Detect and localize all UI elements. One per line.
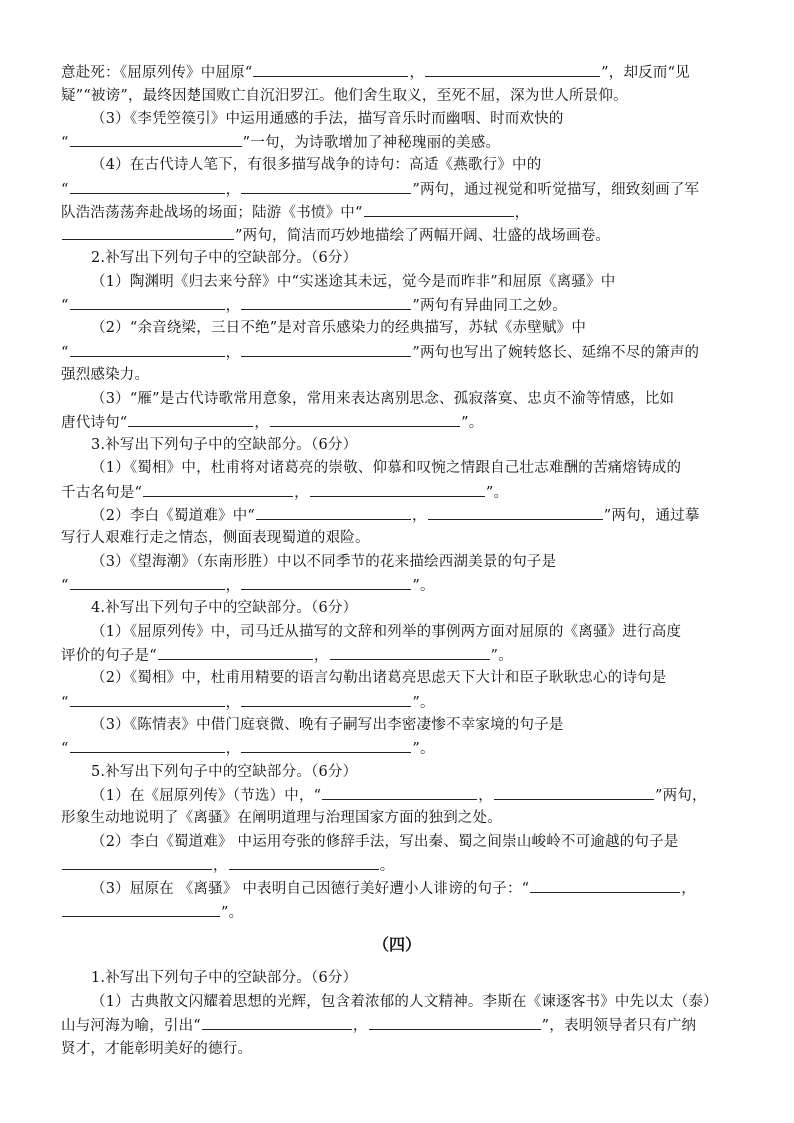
text: ，: [681, 881, 696, 897]
text: （1）古典散文闪耀着思想的光辉，包含着浓郁的人文精神。李斯在《谏逐客书》中先以太（泰）: [91, 994, 718, 1010]
answer-blank[interactable]: [128, 412, 253, 427]
text: ”。: [221, 905, 244, 921]
question-line: [91, 272, 615, 292]
question-line: [91, 992, 718, 1012]
answer-blank[interactable]: [241, 179, 411, 194]
text: 1.补写出下列句子中的空缺部分。（6分）: [91, 970, 358, 986]
text: ，: [225, 298, 241, 314]
text: ”，表明领导者只有广纳: [541, 1018, 697, 1034]
text-line: [61, 179, 699, 200]
text: ”，却反而“见: [601, 65, 690, 81]
text: （1）在《屈原列传》（节选）中，“: [91, 788, 322, 804]
text: 山与河海为喻，引出“: [61, 1018, 201, 1034]
answer-blank[interactable]: [369, 1015, 541, 1030]
answer-blank[interactable]: [364, 202, 514, 217]
text-line: [61, 412, 483, 433]
text-line: [61, 738, 435, 759]
text: 队浩浩荡荡奔赴战场的场面；陆游《书愤》中“: [61, 205, 363, 221]
section-title: [91, 598, 357, 618]
text-line: [61, 645, 513, 666]
text-line: [61, 225, 610, 246]
question-line: [91, 389, 674, 409]
text: ”。: [490, 648, 513, 664]
text: 写行人艰难行走之情态，侧面表现蜀道的艰险。: [61, 530, 370, 546]
text: （3）“雁”是古代诗歌常用意象，常用来表达离别思念、孤寂落寞、忠贞不渝等情感，比如: [91, 391, 675, 407]
answer-blank[interactable]: [70, 179, 225, 194]
text-line: [61, 528, 370, 548]
text: ，: [478, 788, 493, 804]
text-line: [61, 902, 243, 923]
text: ，: [225, 578, 241, 594]
text-line: [61, 855, 394, 876]
text: “: [61, 578, 69, 594]
answer-blank[interactable]: [70, 738, 225, 753]
answer-blank[interactable]: [256, 505, 411, 520]
answer-blank[interactable]: [70, 342, 225, 357]
answer-blank[interactable]: [143, 482, 293, 497]
text-line: [61, 575, 435, 596]
text: （2）李白《蜀道难》中“: [91, 508, 256, 524]
text: （1）《蜀相》中，杜甫将对诸葛亮的崇敬、仰慕和叹惋之情跟自己壮志难酬的苦痛熔铸成的: [91, 460, 682, 476]
answer-blank[interactable]: [70, 295, 225, 310]
text: ”两句，通过视觉和听觉描写，细致刻画了军: [412, 182, 700, 198]
text: “: [61, 741, 69, 757]
text: 评价的句子是“: [61, 648, 157, 664]
text: ”一句，为诗歌增加了神秘瑰丽的美感。: [242, 135, 501, 151]
answer-blank[interactable]: [310, 482, 485, 497]
answer-blank[interactable]: [425, 62, 600, 77]
text-line: [61, 202, 529, 223]
text: （3）《李凭箜篌引》中运用通感的手法，描写音乐时而幽咽、时而欢快的: [91, 111, 564, 127]
text: ，: [313, 648, 329, 664]
text: 形象生动地说明了《离骚》在阐明道理与治理国家方面的独到之处。: [61, 810, 502, 826]
question-line: [91, 505, 700, 526]
question-line: [91, 552, 556, 572]
text-line: [61, 342, 699, 363]
text-line: [61, 132, 500, 153]
text: 疑”“被谤”，最终因楚国败亡自沉汨罗江。他们舍生取义，至死不屈，深为世人所景仰。: [61, 88, 628, 104]
text: ”。: [412, 741, 435, 757]
text: ，: [294, 485, 309, 501]
text: ，: [352, 1018, 368, 1034]
text: （3）《陈情表》中借门庭衰微、晚有子嗣写出李密凄惨不幸家境的句子是: [91, 717, 564, 733]
text: （2）李白《蜀道难》 中运用夸张的修辞手法，写出秦、蜀之间崇山峻岭不可逾越的句子是: [91, 834, 679, 850]
section-title: [91, 968, 357, 988]
section-title: [91, 248, 357, 268]
text-line: [61, 808, 502, 828]
question-line: [91, 715, 564, 735]
text: ，: [254, 415, 270, 431]
question-line: [91, 109, 564, 129]
text-line: [61, 365, 149, 385]
answer-blank[interactable]: [241, 738, 411, 753]
text: ”两句，通过摹: [603, 508, 700, 524]
text: （3）《望海潮》（东南形胜）中以不同季节的花来描绘西湖美景的句子是: [91, 554, 557, 570]
question-line: [91, 785, 707, 806]
text: （1）陶渊明《归去来兮辞》中“实迷途其未远，觉今是而昨非”和屈原《离骚》中: [91, 274, 616, 290]
part-heading: （四）: [372, 935, 421, 954]
section-title: [91, 762, 357, 782]
text: 5.补写出下列句子中的空缺部分。（6分）: [91, 764, 358, 780]
text: 2.补写出下列句子中的空缺部分。（6分）: [91, 250, 358, 266]
answer-blank[interactable]: [241, 295, 411, 310]
answer-blank[interactable]: [241, 342, 411, 357]
question-line: [91, 832, 679, 852]
answer-blank[interactable]: [241, 692, 411, 707]
text-line: [61, 295, 567, 316]
answer-blank[interactable]: [70, 692, 225, 707]
question-line: [91, 155, 541, 175]
answer-blank[interactable]: [62, 855, 212, 870]
text: （4）在古代诗人笔下，有很多描写战争的诗句：高适《燕歌行》中的: [91, 157, 542, 173]
text: ，: [225, 741, 241, 757]
text: 3.补写出下列句子中的空缺部分。（6分）: [91, 437, 358, 453]
answer-blank[interactable]: [530, 878, 680, 893]
text: ，: [514, 205, 530, 221]
text: ”两句，简洁而巧妙地描绘了两幅开阔、壮盛的战场画卷。: [235, 228, 611, 244]
answer-blank[interactable]: [202, 1015, 352, 1030]
text: （1）《屈原列传》中，司马迁从描写的文辞和列举的事例两方面对屈原的《离骚》进行高度: [91, 624, 682, 640]
question-line: [91, 318, 586, 338]
text: ，: [225, 182, 241, 198]
answer-blank[interactable]: [158, 645, 313, 660]
text: ”。: [485, 485, 509, 501]
text: 强烈感染力。: [61, 367, 150, 383]
answer-blank[interactable]: [70, 132, 242, 147]
text: ”。: [461, 415, 484, 431]
answer-blank[interactable]: [270, 412, 460, 427]
text: ，: [409, 65, 425, 81]
text: 贤才，才能彰明美好的德行。: [61, 1041, 253, 1057]
text: ，: [225, 345, 241, 361]
text: ，: [225, 695, 241, 711]
text: （3）屈原在 《离骚》 中表明自己因德行美好遭小人诽谤的句子：“: [91, 881, 530, 897]
question-line: [91, 622, 681, 642]
answer-blank[interactable]: [428, 505, 603, 520]
text-line: [61, 692, 435, 713]
answer-blank[interactable]: [62, 225, 234, 240]
text: 千古名句是“: [61, 485, 143, 501]
text-line: [61, 482, 508, 503]
answer-blank[interactable]: [62, 902, 220, 917]
text: “: [61, 695, 69, 711]
question-line: [91, 668, 666, 688]
text: “: [61, 182, 69, 198]
text: ”两句有异曲同工之妙。: [412, 298, 567, 314]
text: 4.补写出下列句子中的空缺部分。（6分）: [91, 600, 358, 616]
text: 唐代诗句“: [61, 415, 128, 431]
text: （2）“余音绕梁，三日不绝”是对音乐感染力的经典描写，苏轼《赤壁赋》中: [91, 320, 587, 336]
section-title: [91, 435, 357, 455]
text: （2）《蜀相》中，杜甫用精要的语言勾勒出诸葛亮思虑天下大计和臣子耿耿忠心的诗句是: [91, 670, 667, 686]
question-line: [91, 878, 696, 899]
text: ”。: [412, 578, 435, 594]
answer-blank[interactable]: [70, 575, 225, 590]
text: ”两句，: [655, 788, 707, 804]
answer-blank[interactable]: [494, 785, 654, 800]
text-line: [61, 1015, 696, 1036]
text: ”两句也写出了婉转悠长、延绵不尽的箫声的: [412, 345, 700, 361]
answer-blank[interactable]: [229, 855, 379, 870]
answer-blank[interactable]: [253, 62, 408, 77]
text: 。: [379, 858, 395, 874]
answer-blank[interactable]: [330, 645, 490, 660]
text: 意赴死：《屈原列传》中屈原“: [61, 65, 253, 81]
text-line: [61, 1039, 252, 1059]
question-line: [91, 458, 681, 478]
text-line: [61, 86, 628, 106]
text: “: [61, 345, 69, 361]
text: “: [61, 135, 69, 151]
answer-blank[interactable]: [241, 575, 411, 590]
text: ”。: [412, 695, 435, 711]
text: ，: [412, 508, 427, 524]
answer-blank[interactable]: [322, 785, 477, 800]
text: ，: [213, 858, 228, 874]
text: “: [61, 298, 69, 314]
text-line: [61, 62, 690, 83]
